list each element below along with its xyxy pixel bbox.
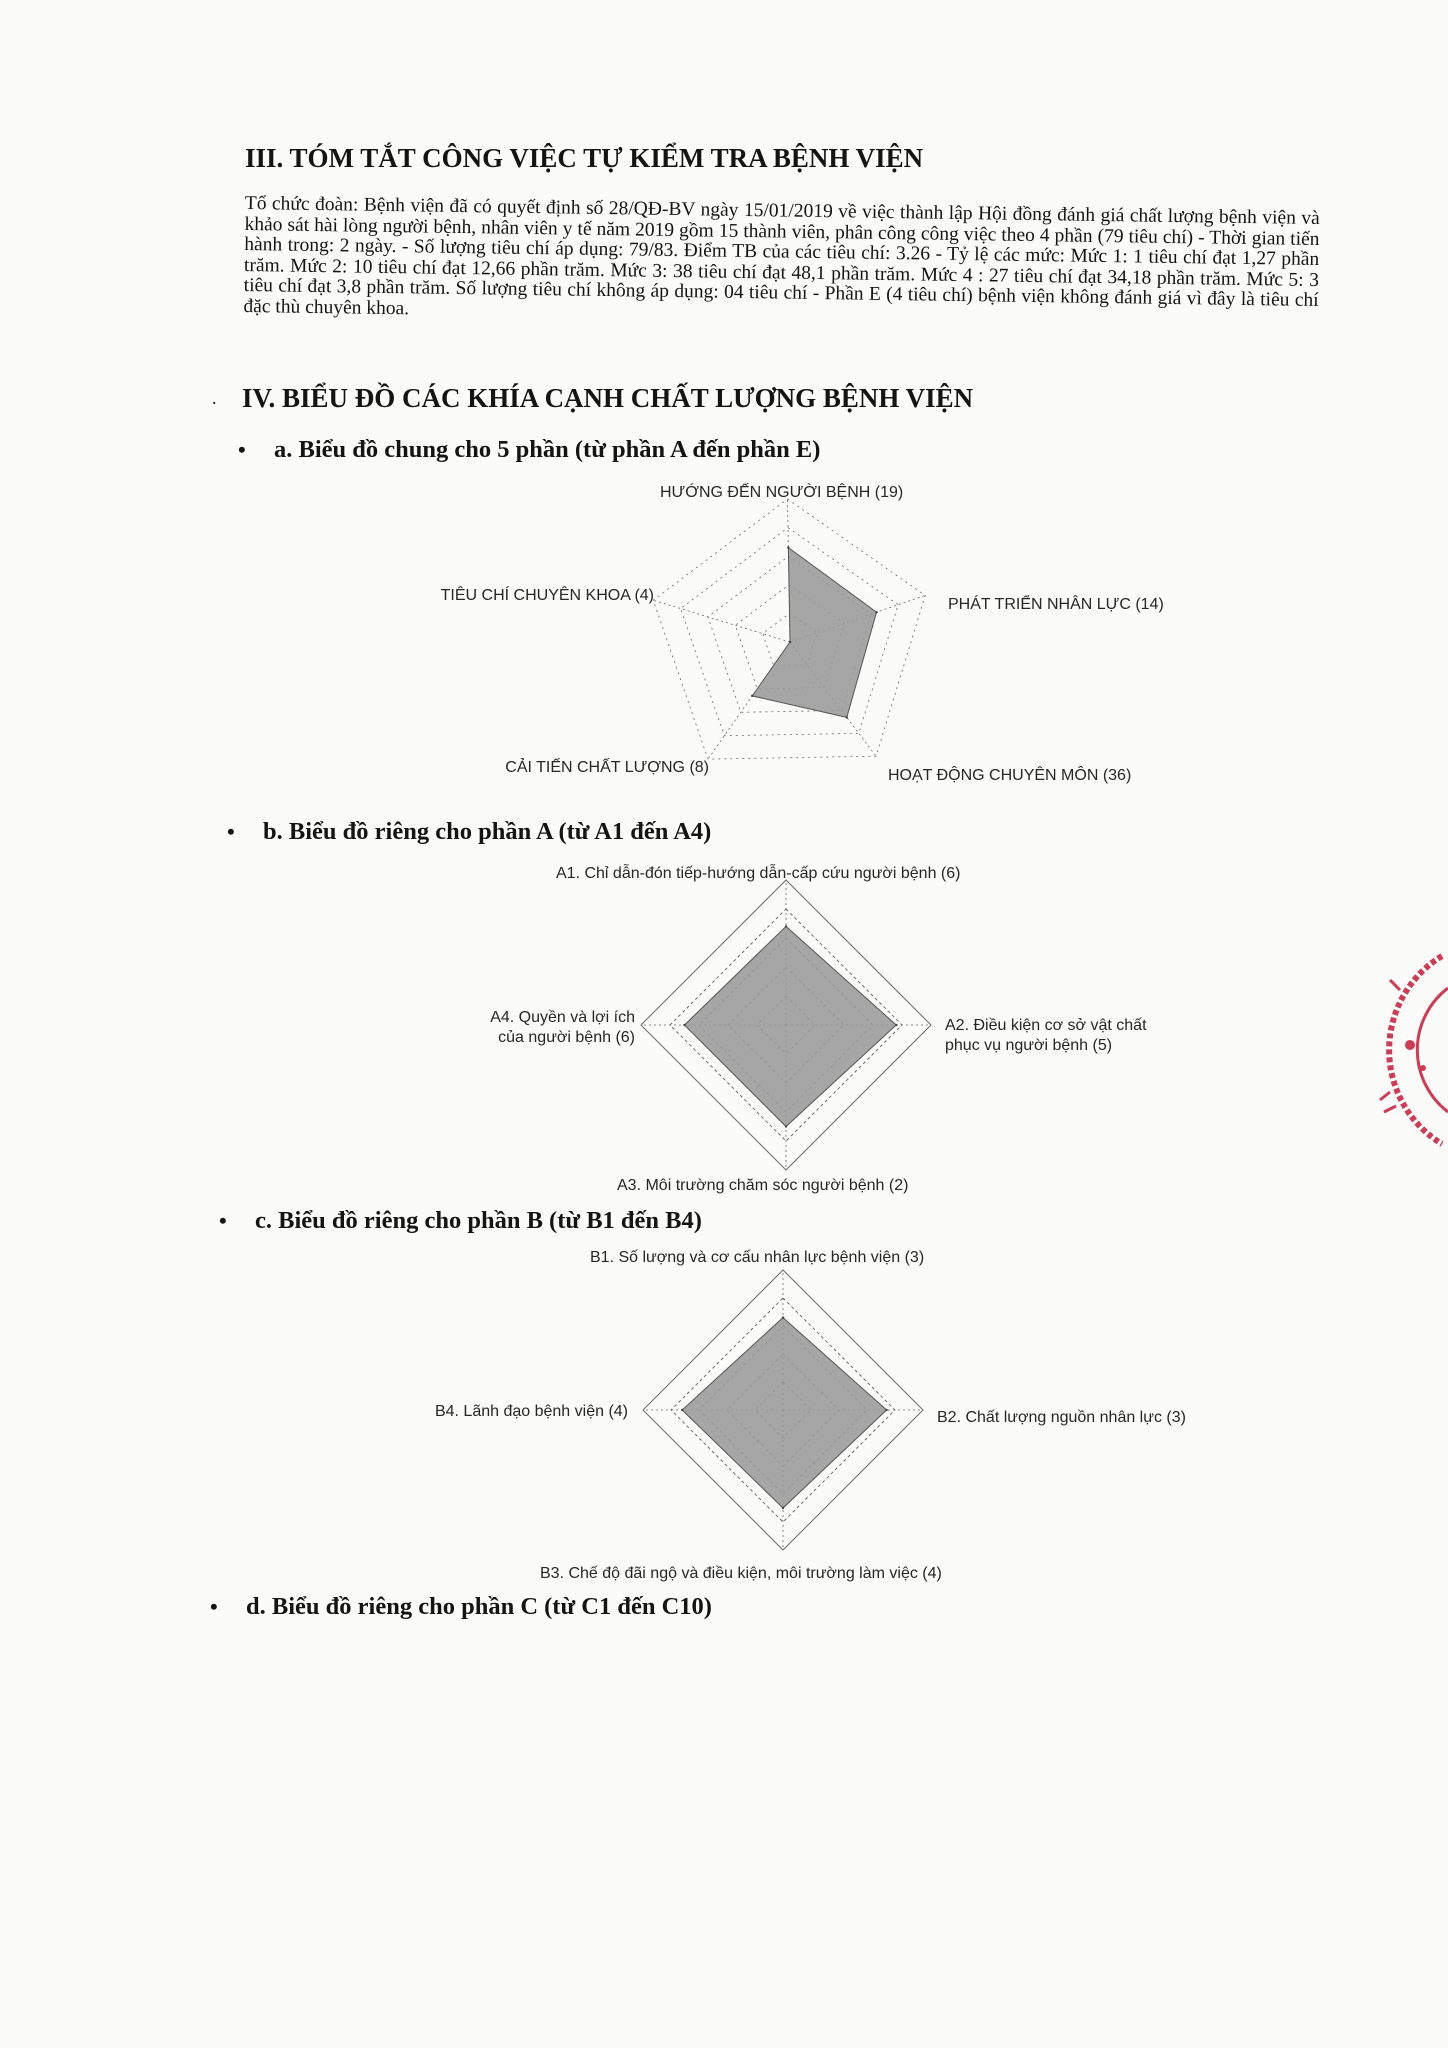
- radar-point: [782, 1316, 784, 1318]
- radar-axis-label: CẢI TIẾN CHẤT LƯỢNG (8): [505, 759, 709, 776]
- bullet-icon: •: [210, 1594, 218, 1619]
- radar-axis-label: B1. Số lượng và cơ cấu nhân lực bệnh viện (3): [590, 1249, 925, 1266]
- radar-point: [782, 1507, 784, 1509]
- section-4-heading: IV. BIỂU ĐỒ CÁC KHÍA CẠNH CHẤT LƯỢNG BỆNH VIỆN: [242, 383, 974, 413]
- radar-axis-label: B3. Chế độ đãi ngộ và điều kiện, môi trường làm việc (4): [540, 1565, 942, 1582]
- radar-axis-label: B2. Chất lượng nguồn nhân lực (3): [937, 1409, 1186, 1426]
- bullet-icon: •: [227, 819, 235, 844]
- radar-axis-label: B4. Lãnh đạo bệnh viện (4): [434, 1403, 628, 1420]
- section-3-paragraph: Tổ chức đoàn: Bệnh viện đã có quyết định số 28/QĐ-BV ngày 15/01/2019 về việc thành lập Hội đồng đánh giá chất lượng bệnh viện và khảo sát hài lòng người bệnh, nhân viên y tế năm 2019 gồm 15 thành viên, phân công công việc theo 4 phần (79 tiêu chí) - Thời gian tiến hành trong: 2 ngày. - Số lượng tiêu chí áp dụng: 79/83. Điểm TB của các tiêu chí: 3.26 - Tỷ lệ các mức: Mức 1: 1 tiêu chí đạt 1,27 phần trăm. Mức 2: 10 tiêu chí đạt 12,66 phần trăm. Mức 3: 38 tiêu chí đạt 48,1 phần trăm. Mức 4 : 27 tiêu chí đạt 34,18 phần trăm. Mức 5: 3 tiêu chí đạt 3,8 phần trăm. Số lượng tiêu chí không áp dụng: 04 tiêu chí - Phần E (4 tiêu chí) bệnh viện không đánh giá vì đây là tiêu chí đặc thù chuyên khoa.: [243, 193, 1320, 319]
- bullet-icon: •: [219, 1208, 227, 1233]
- chart-b-title: b. Biểu đồ riêng cho phần A (từ A1 đến A4): [263, 818, 712, 845]
- chart-c-title: c. Biểu đồ riêng cho phần B (từ B1 đến B4): [255, 1207, 702, 1234]
- bullet-icon: •: [238, 437, 246, 462]
- radar-axis-label: A4. Quyền và lợi ích của người bệnh (6): [490, 1009, 635, 1046]
- radar-axis-label: TIÊU CHÍ CHUYÊN KHOA (4): [440, 587, 654, 604]
- radar-point: [885, 1409, 887, 1411]
- chart-d-title: d. Biểu đồ riêng cho phần C (từ C1 đến C10): [246, 1593, 712, 1620]
- radar-axis-label: A1. Chỉ dẫn-đón tiếp-hướng dẫn-cấp cứu người bệnh (6): [556, 865, 961, 882]
- section-3-heading: III. TÓM TẮT CÔNG VIỆC TỰ KIỂM TRA BỆNH VIỆN: [245, 143, 924, 173]
- radar-axis-label: HƯỚNG ĐẾN NGƯỜI BỆNH (19): [660, 484, 904, 501]
- radar-axis-label: PHÁT TRIỂN NHÂN LỰC (14): [948, 596, 1164, 613]
- margin-dot: .: [212, 388, 217, 408]
- red-stamp-icon: [1350, 950, 1448, 1150]
- radar-axis-label: A3. Môi trường chăm sóc người bệnh (2): [617, 1177, 909, 1194]
- chart-a-title: a. Biểu đồ chung cho 5 phần (từ phần A đến phần E): [274, 436, 821, 463]
- radar-axis-label: HOẠT ĐỘNG CHUYÊN MÔN (36): [888, 767, 1132, 784]
- radar-axis-label: A2. Điều kiện cơ sở vật chất phục vụ người bệnh (5): [945, 1017, 1147, 1054]
- radar-point: [681, 1409, 683, 1411]
